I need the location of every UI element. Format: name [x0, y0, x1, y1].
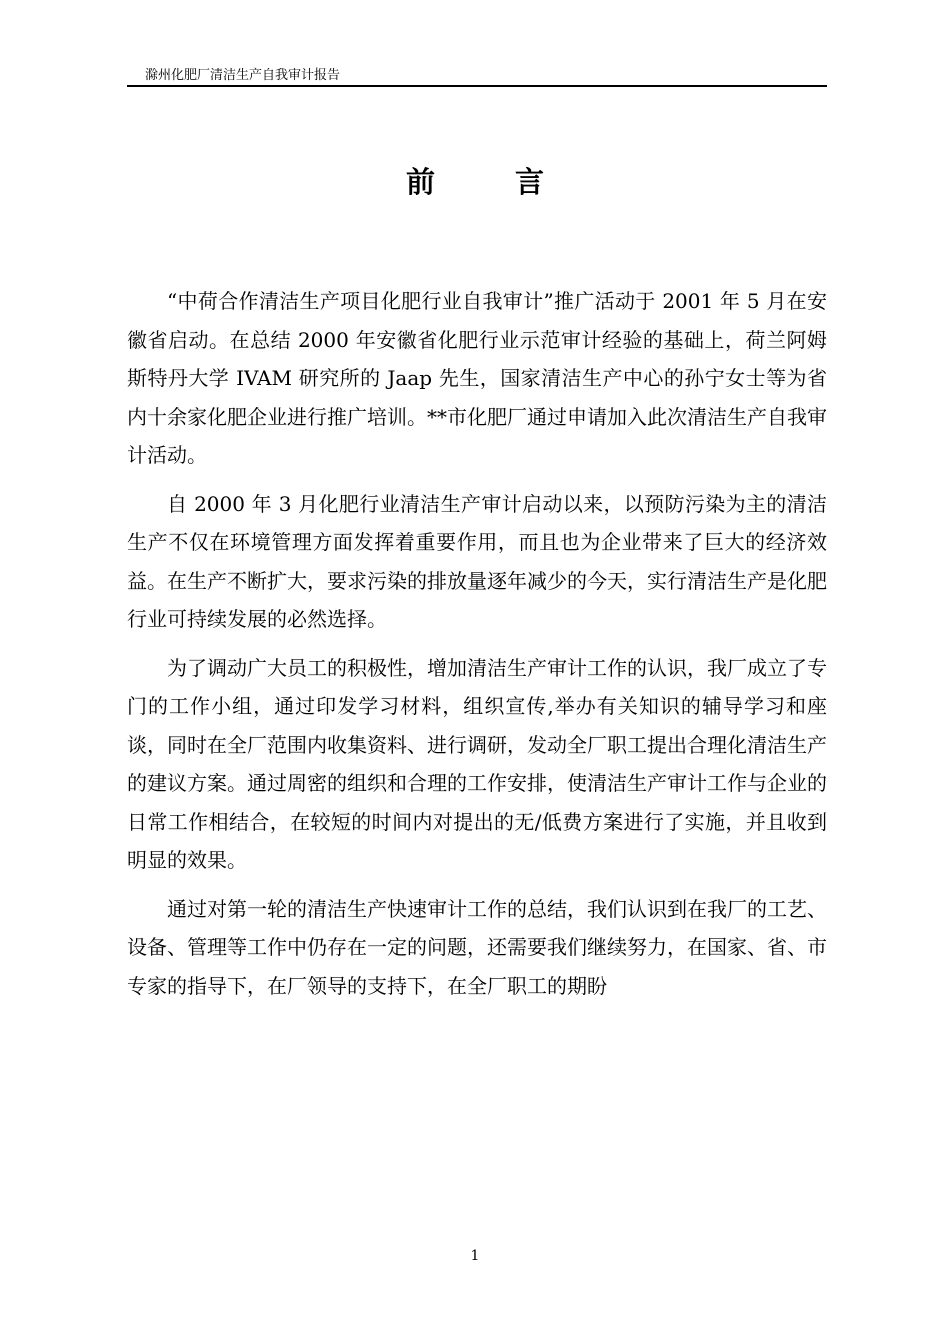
page-title [0, 160, 950, 201]
paragraph-2: 自 2000 年 3 月化肥行业清洁生产审计启动以来，以预防污染为主的清洁生产不仅在环境管理方面发挥着重要作用，而且也为企业带来了巨大的经济效益。在生产不断扩大，要求污染的排放量逐年减少的今天，实行清洁生产是化肥行业可持续发展的必然选择。 [127, 491, 827, 631]
running-header: 滁州化肥厂清洁生产自我审计报告 [145, 68, 341, 83]
page-number: 1 [470, 1248, 480, 1264]
page-title-part2: 言 [515, 165, 545, 199]
paragraph-4: 通过对第一轮的清洁生产快速审计工作的总结，我们认识到在我厂的工艺、设备、管理等工作中仍存在一定的问题，还需要我们继续努力，在国家、省、市专家的指导下，在厂领导的支持下，在全厂职工的期盼 [127, 896, 827, 998]
body-text [127, 282, 827, 1005]
page-title-part1: 前 [405, 165, 435, 199]
header-rule [127, 85, 827, 87]
paragraph-1: “中荷合作清洁生产项目化肥行业自我审计”推广活动于 2001 年 5 月在安徽省启动。在总结 2000 年安徽省化肥行业示范审计经验的基础上，荷兰阿姆斯特丹大学 IVAM 研究所的 Jaap 先生，国家清洁生产中心的孙宁女士等为省内十余家化肥企业进行推广培训。**市化肥厂通过申请加入此次清洁生产自我审计活动。 [127, 289, 827, 467]
paragraph-3: 为了调动广大员工的积极性，增加清洁生产审计工作的认识，我厂成立了专门的工作小组，通过印发学习材料，组织宣传,举办有关知识的辅导学习和座谈，同时在全厂范围内收集资料、进行调研，发动全厂职工提出合理化清洁生产的建议方案。通过周密的组织和合理的工作安排，使清洁生产审计工作与企业的日常工作相结合，在较短的时间内对提出的无/低费方案进行了实施，并且收到明显的效果。 [127, 655, 827, 872]
